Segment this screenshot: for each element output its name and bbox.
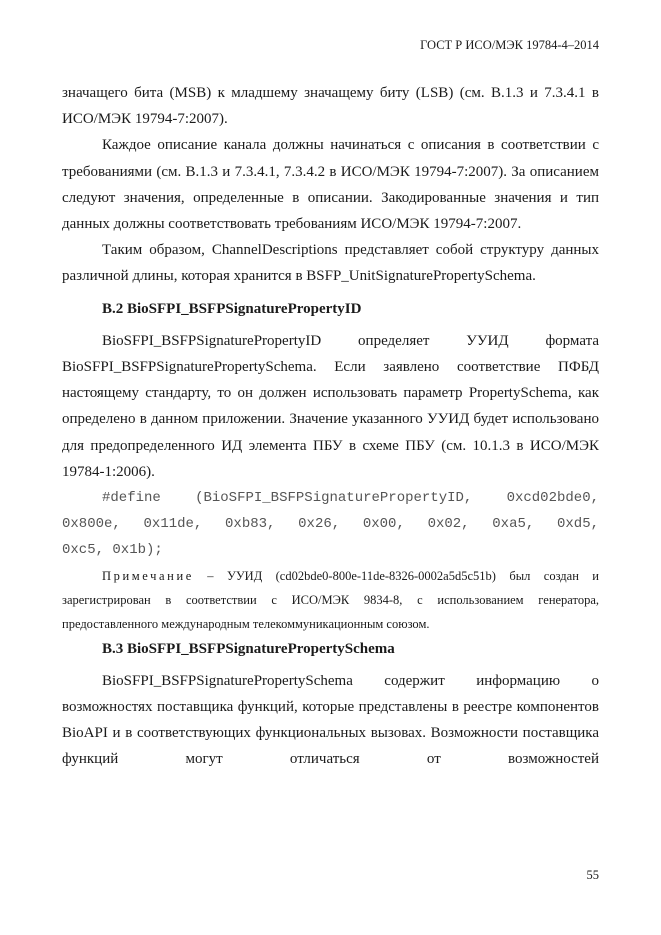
note-label: Примечание <box>102 568 194 583</box>
code-line-1: #define (BioSFPI_BSFPSignaturePropertyID, 0xcd02bde0, <box>102 490 599 507</box>
note <box>62 564 599 636</box>
section-heading-b2: В.2 BioSFPI_BSFPSignaturePropertyID <box>102 300 362 317</box>
page-number: 55 <box>586 868 599 882</box>
paragraph-channel-descriptions-summary: Таким образом, ChannelDescriptions представляет собой структуру данных различной длины, которая хранится в BSFP_UnitSignaturePropertySchema. <box>62 242 599 285</box>
code-line-2: 0x800e, 0x11de, 0xb83, 0x26, 0x00, 0x02, 0xa5, 0xd5, <box>62 516 599 533</box>
paragraph-continuation: значащего бита (MSB) к младшему значащему биту (LSB) (см. В.1.3 и 7.3.4.1 в ИСО/МЭК 19794-7:2007). <box>62 85 599 128</box>
paragraph-channel-description: Каждое описание канала должны начинаться с описания в соответствии с требованиями (см. В.1.3 и 7.3.4.1, 7.3.4.2 в ИСО/МЭК 19794-7:2007). За описанием следуют значения, определенные в описании. Закодированные значения и тип данных должны соответствовать требованиям ИСО/МЭК 19794-7:2007. <box>62 137 599 233</box>
paragraph-b3: BioSFPI_BSFPSignaturePropertySchema содержит информацию о возможностях поставщика функций, которые представлены в реестре компонентов BioAPI и в соответствующих функциональных вызовах. Возможности поставщика функций могут отличаться от возможностей <box>62 672 599 768</box>
note-text: – УУИД (cd02bde0-800e-11de-8326-0002a5d5c51b) был создан и зарегистрирован в соответствии с ИСО/МЭК 9834-8, с использованием генератора, предоставленного международным телекоммуникационным союзом. <box>62 568 599 631</box>
section-heading-b3: В.3 BioSFPI_BSFPSignaturePropertySchema <box>102 640 395 657</box>
document-header: ГОСТ Р ИСО/МЭК 19784-4–2014 <box>420 38 599 52</box>
paragraph-b2: BioSFPI_BSFPSignaturePropertyID определяет УУИД формата BioSFPI_BSFPSignaturePropertySchema. Если заявлено соответствие ПФБД настоящему стандарту, то он должен использовать параметр PropertySchema, как определено в данном приложении. Значение указанного УУИД будет использовано для предопределенного ИД элемента ПБУ в схеме ПБУ (см. 10.1.3 в ИСО/МЭК 19784-1:2006). <box>62 332 599 480</box>
code-line-3: 0xc5, 0x1b); <box>62 542 163 559</box>
document-body <box>62 80 599 773</box>
